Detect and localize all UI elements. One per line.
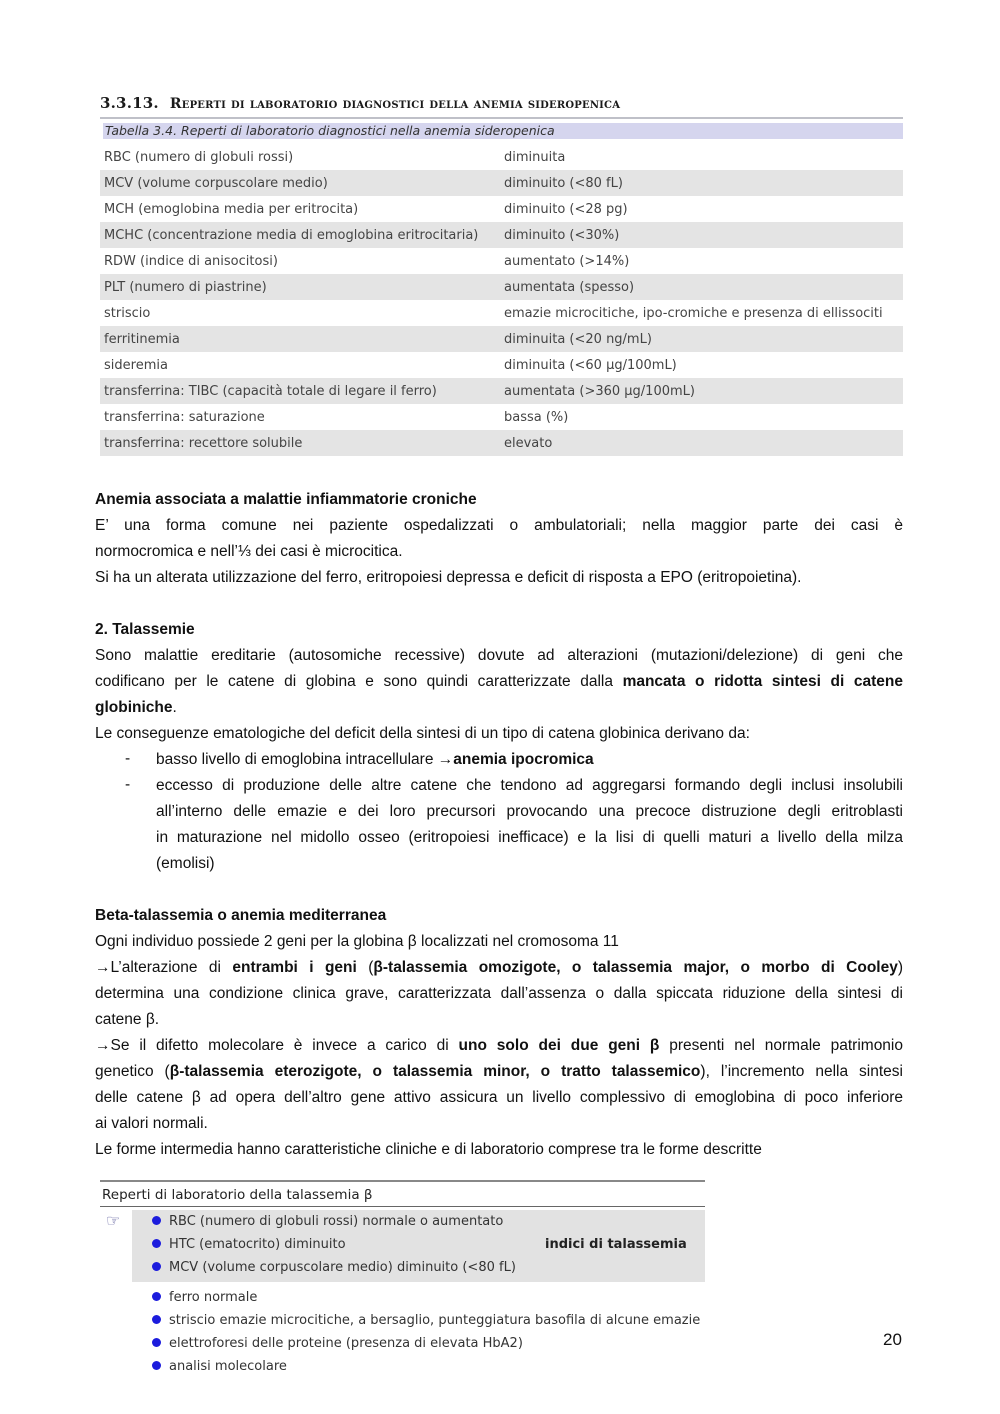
text-run: genetico ( xyxy=(95,1063,170,1080)
text-run: presenti nel normale patrimonio xyxy=(659,1037,903,1054)
figure-list-item xyxy=(152,1237,346,1252)
bullet-item-line: eccesso di produzione delle altre catene che tendono ad aggregarsi formando degli inclusi insolubili xyxy=(156,777,903,794)
lab-findings-table xyxy=(100,117,903,456)
bold-text-run: globiniche xyxy=(95,699,173,716)
table-row xyxy=(100,300,903,326)
paragraph-line: Si ha un alterata utilizzazione del ferro, eritropoiesi depressa e deficit di risposta a EPO (eritropoietina). xyxy=(95,569,802,586)
table-row xyxy=(100,144,903,170)
figure-list-item xyxy=(152,1290,257,1305)
section-title xyxy=(100,94,620,112)
paragraph-line: determina una condizione clinica grave, caratterizzata dall’assenza o dalla spiccata riduzione della sintesi di xyxy=(95,985,903,1002)
figure-item-text: RBC (numero di globuli rossi) normale o aumentato xyxy=(169,1214,504,1229)
paragraph-line: catene β. xyxy=(95,1011,160,1028)
bullet-dot-icon xyxy=(152,1338,161,1347)
table-cell-value: bassa (%) xyxy=(504,409,569,425)
bold-text-run: β-talassemia eterozigote, o talassemia minor, o tratto talassemico xyxy=(169,1063,701,1080)
talassemie-heading: 2. Talassemie xyxy=(95,621,195,638)
table-caption: Tabella 3.4. Reperti di laboratorio diagnostici nella anemia sideropenica xyxy=(103,123,903,139)
table-cell-parameter: ferritinemia xyxy=(104,331,180,347)
paragraph-line: delle catene β ad opera dell’altro gene attivo assicura un livello complessivo di emoglobina di poco inferiore xyxy=(95,1089,903,1106)
section-number: 3.3.13. xyxy=(100,94,159,112)
figure-top-rule xyxy=(100,1180,705,1182)
text-run: . xyxy=(172,699,177,716)
text-run: →L’alterazione di xyxy=(95,959,233,976)
paragraph-line xyxy=(95,1062,903,1082)
indices-label: indici di talassemia xyxy=(545,1237,687,1252)
text-run: codificano per le catene di globina e sono quindi caratterizzate dalla xyxy=(95,673,623,690)
table-cell-parameter: RBC (numero di globuli rossi) xyxy=(104,149,294,165)
text-run: basso livello di emoglobina intracellulare → xyxy=(156,751,454,768)
table-cell-parameter: sideremia xyxy=(104,357,168,373)
paragraph-line xyxy=(95,958,903,978)
table-cell-value: diminuito (<28 pg) xyxy=(504,201,628,217)
figure-list-item xyxy=(152,1313,700,1328)
table-cell-value: aumentata (>360 µg/100mL) xyxy=(504,383,695,399)
table-cell-value: emazie microcitiche, ipo-cromiche e presenza di ellissociti xyxy=(504,305,883,321)
figure-item-text: ferro normale xyxy=(169,1290,258,1305)
table-row xyxy=(100,404,903,430)
table-cell-value: diminuita (<20 ng/mL) xyxy=(504,331,652,347)
table-cell-parameter: RDW (indice di anisocitosi) xyxy=(104,253,278,269)
table-cell-parameter: transferrina: saturazione xyxy=(104,409,265,425)
table-row xyxy=(100,326,903,352)
chronic-anemia-heading: Anemia associata a malattie infiammatorie croniche xyxy=(95,491,477,508)
figure-list-item xyxy=(152,1214,503,1229)
paragraph-line: Ogni individuo possiede 2 geni per la globina β localizzati nel cromosoma 11 xyxy=(95,933,619,950)
page-number: 20 xyxy=(883,1330,902,1349)
figure-item-text: elettroforesi delle proteine (presenza di elevata HbA2) xyxy=(169,1336,523,1351)
table-row xyxy=(100,274,903,300)
paragraph-line: Le forme intermedia hanno caratteristiche cliniche e di laboratorio comprese tra le forme descritte xyxy=(95,1141,762,1158)
text-run: ) xyxy=(897,959,904,976)
bullet-dash: - xyxy=(125,776,131,793)
table-row xyxy=(100,170,903,196)
table-cell-parameter: striscio xyxy=(104,305,151,321)
table-cell-value: elevato xyxy=(504,435,553,451)
bullet-dot-icon xyxy=(152,1315,161,1324)
table-cell-parameter: MCHC (concentrazione media di emoglobina eritrocitaria) xyxy=(104,227,479,243)
table-row xyxy=(100,378,903,404)
paragraph-line xyxy=(95,672,903,692)
bold-text-run: uno solo dei due geni β xyxy=(458,1037,660,1054)
text-run: →Se il difetto molecolare è invece a carico di xyxy=(95,1037,459,1054)
bullet-item xyxy=(156,750,903,770)
figure-title: Reperti di laboratorio della talassemia β xyxy=(102,1187,373,1203)
bullet-dot-icon xyxy=(152,1239,161,1248)
table-row xyxy=(100,352,903,378)
section-heading: Reperti di laboratorio diagnostici della anemia sideropenica xyxy=(169,96,621,112)
paragraph-line: ai valori normali. xyxy=(95,1115,208,1132)
table-cell-value: aumentato (>14%) xyxy=(504,253,630,269)
table-cell-value: diminuito (<80 fL) xyxy=(504,175,623,191)
paragraph-line: Sono malattie ereditarie (autosomiche recessive) dovute ad alterazioni (mutazioni/delezione) di geni che xyxy=(95,647,903,664)
table-cell-value: diminuita (<60 µg/100mL) xyxy=(504,357,677,373)
paragraph-line: Le conseguenze ematologiche del deficit della sintesi di un tipo di catena globinica derivano da: xyxy=(95,725,750,742)
bold-text-run: β-talassemia omozigote, o talassemia major, o morbo di Cooley xyxy=(373,959,898,976)
table-cell-value: diminuito (<30%) xyxy=(504,227,620,243)
beta-heading: Beta-talassemia o anemia mediterranea xyxy=(95,907,387,924)
bullet-dash: - xyxy=(125,750,131,767)
table-caption-row xyxy=(100,117,903,144)
table-cell-value: diminuita xyxy=(504,149,566,165)
table-row xyxy=(100,430,903,456)
hand-pointer-icon: ☞ xyxy=(106,1213,121,1230)
figure-rule xyxy=(100,1206,705,1207)
figure-item-text: MCV (volume corpuscolare medio) diminuito (<80 fL) xyxy=(169,1260,516,1275)
table-body xyxy=(100,144,903,456)
figure-item-text: analisi molecolare xyxy=(169,1359,287,1374)
figure-list-item xyxy=(152,1260,516,1275)
table-cell-parameter: transferrina: recettore solubile xyxy=(104,435,303,451)
table-row xyxy=(100,196,903,222)
bullet-item-line: in maturazione nel midollo osseo (eritropoiesi inefficace) e la lisi di quelli maturi a livello della milza xyxy=(156,829,903,846)
table-row xyxy=(100,248,903,274)
bullet-dot-icon xyxy=(152,1361,161,1370)
paragraph-line: E’ una forma comune nei paziente ospedalizzati o ambulatoriali; nella maggior parte dei casi è xyxy=(95,517,903,534)
figure-list-item xyxy=(152,1359,287,1374)
bold-text-run: mancata o ridotta sintesi di catene xyxy=(622,673,904,690)
table-cell-parameter: MCV (volume corpuscolare medio) xyxy=(104,175,328,191)
figure-item-text: striscio emazie microcitiche, a bersaglio, punteggiatura basofila di alcune emazie xyxy=(169,1313,701,1328)
figure-item-text: HTC (ematocrito) diminuito xyxy=(169,1237,346,1252)
bullet-dot-icon xyxy=(152,1262,161,1271)
bullet-item-line: all’interno delle emazie e dei loro precursori provocando una precoce distruzione degli eritroblasti xyxy=(156,803,903,820)
table-cell-parameter: MCH (emoglobina media per eritrocita) xyxy=(104,201,359,217)
table-cell-parameter: transferrina: TIBC (capacità totale di legare il ferro) xyxy=(104,383,437,399)
table-cell-value: aumentata (spesso) xyxy=(504,279,635,295)
figure-list-item xyxy=(152,1336,523,1351)
bullet-dot-icon xyxy=(152,1216,161,1225)
paragraph-line xyxy=(95,698,903,718)
bullet-item-line: (emolisi) xyxy=(156,855,215,872)
table-cell-parameter: PLT (numero di piastrine) xyxy=(104,279,267,295)
text-run: ( xyxy=(356,959,374,976)
text-run: ), l’incremento nella sintesi xyxy=(700,1063,903,1080)
bullet-dot-icon xyxy=(152,1292,161,1301)
bold-text-run: anemia ipocromica xyxy=(453,751,594,768)
paragraph-line: normocromica e nell’⅓ dei casi è microcitica. xyxy=(95,543,403,560)
paragraph-line xyxy=(95,1036,903,1056)
bold-text-run: entrambi i geni xyxy=(232,959,357,976)
table-row xyxy=(100,222,903,248)
